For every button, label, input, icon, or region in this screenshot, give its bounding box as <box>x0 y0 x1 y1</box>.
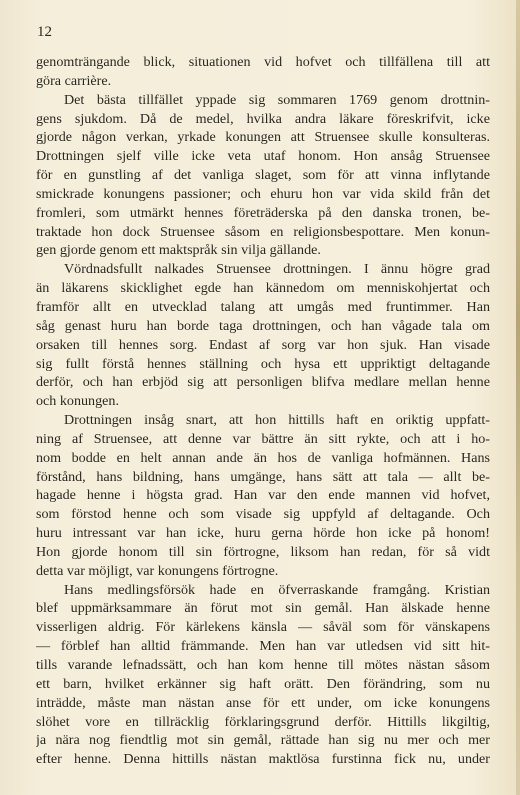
text-line: huru intressant var han icke, huru gerna hörde hon icke på honom! <box>36 525 490 542</box>
body-text <box>36 53 490 769</box>
text-line: genomträngande blick, situationen vid hofvet och tillfällena till att <box>36 54 490 70</box>
text-line: och konungen. <box>36 393 119 410</box>
text-line: ja nära nog fiendtlig mot sin gemål, rättade han sig nu mer och mer <box>36 732 490 749</box>
text-line: Hans medlingsförsök hade en öfverraskande framgång. Kristian <box>64 581 490 598</box>
text-line: Hon gjorde honom till sin förtrogne, liksom han redan, för så vidt <box>36 543 490 560</box>
text-line: sig fullt förstå hennes ställning och hysa ett uppriktigt deltagande <box>36 355 490 372</box>
text-line: detta var möjligt, var konungens förtrogne. <box>36 562 279 579</box>
text-line: visserligen aldrig. För kärlekens känsla — såväl som för vänskapens <box>36 619 490 636</box>
text-line: som förstod henne och som visade sig uppfyld af deltagande. Och <box>36 506 490 523</box>
text-line: Vördnadsfullt nalkades Struensee drottningen. I ännu högre grad <box>64 261 490 278</box>
text-line: gjorde någon verkan, yrkade konungen att Struensee skulle konsulteras. <box>36 129 490 146</box>
text-line: göra carrière. <box>36 72 112 89</box>
text-line: förstånd, hans bildning, hans umgänge, hans sätt att tala — allt be- <box>36 468 490 485</box>
page-edge <box>516 0 520 795</box>
text-line: tills varande lefnadssätt, och han kom henne till mötes nästan såsom <box>36 657 490 673</box>
text-line: för en gunstling af det vanliga slaget, som för att vinna inflytande <box>36 167 490 184</box>
text-line: smickrade konungens passioner; och ehuru hon var vida skild från det <box>36 185 490 202</box>
text-line: gens sjukdom. Då de medel, hvilka andra läkare föreskrifvit, icke <box>36 110 490 127</box>
text-line: Drottningen insåg snart, att hon hittills haft en oriktig uppfatt- <box>64 412 490 429</box>
text-line: nom bodde en helt annan ande än hos de vanliga hofmännen. Hans <box>36 449 490 466</box>
text-line: blef uppmärksammare än förut mot sin gemål. Han älskade henne <box>36 600 490 617</box>
page-number: 12 <box>37 24 52 40</box>
text-line: fromleri, som utmärkt hennes företräderska på den danska tronen, be- <box>36 204 490 221</box>
text-line: Drottningen sjelf ville icke veta utaf honom. Hon ansåg Struensee <box>36 148 490 165</box>
text-line: traktade hon dock Struensee såsom en religionsbespottare. Men konun- <box>36 223 490 240</box>
text-line: såg genast huru han borde taga drottningen, och han vågade tala om <box>36 317 490 334</box>
text-line: ning af Struensee, att denne var bättre än sitt rykte, och att i ho- <box>36 430 490 447</box>
text-line: orsaken till hennes sorg. Endast af sorg var hon sjuk. Han visade <box>36 336 490 353</box>
text-line: än läkarens skicklighet egde han kännedom om menniskohjertat och <box>36 280 490 297</box>
text-line: hagade henne i högsta grad. Han var den ende mannen vid hofvet, <box>36 487 490 504</box>
text-line: framför allt en utvecklad talang att umgås med fruntimmer. Han <box>36 298 490 315</box>
text-line: ett barn, hvilket erkänner sig haft orätt. Den förändring, som nu <box>36 675 490 692</box>
text-line: slöhet vore en tillräcklig förklaringsgrund derför. Hittills likgiltig, <box>36 713 490 730</box>
text-line: Det bästa tillfället yppade sig sommaren 1769 genom drottnin- <box>64 91 490 108</box>
text-line: efter henne. Denna hittills nästan maktlösa furstinna fick nu, under <box>36 751 490 768</box>
text-line: derför, och han erbjöd sig att personligen blifva medlare mellan henne <box>36 374 490 391</box>
text-line: gen gjorde genom ett maktspråk sin vilja gällande. <box>36 242 321 259</box>
text-line: — förblef han alltid främmande. Men han var utledsen vid sitt hit- <box>36 638 490 655</box>
text-line: inträdde, måste man nästan anse för ett under, om icke konungens <box>36 694 490 711</box>
